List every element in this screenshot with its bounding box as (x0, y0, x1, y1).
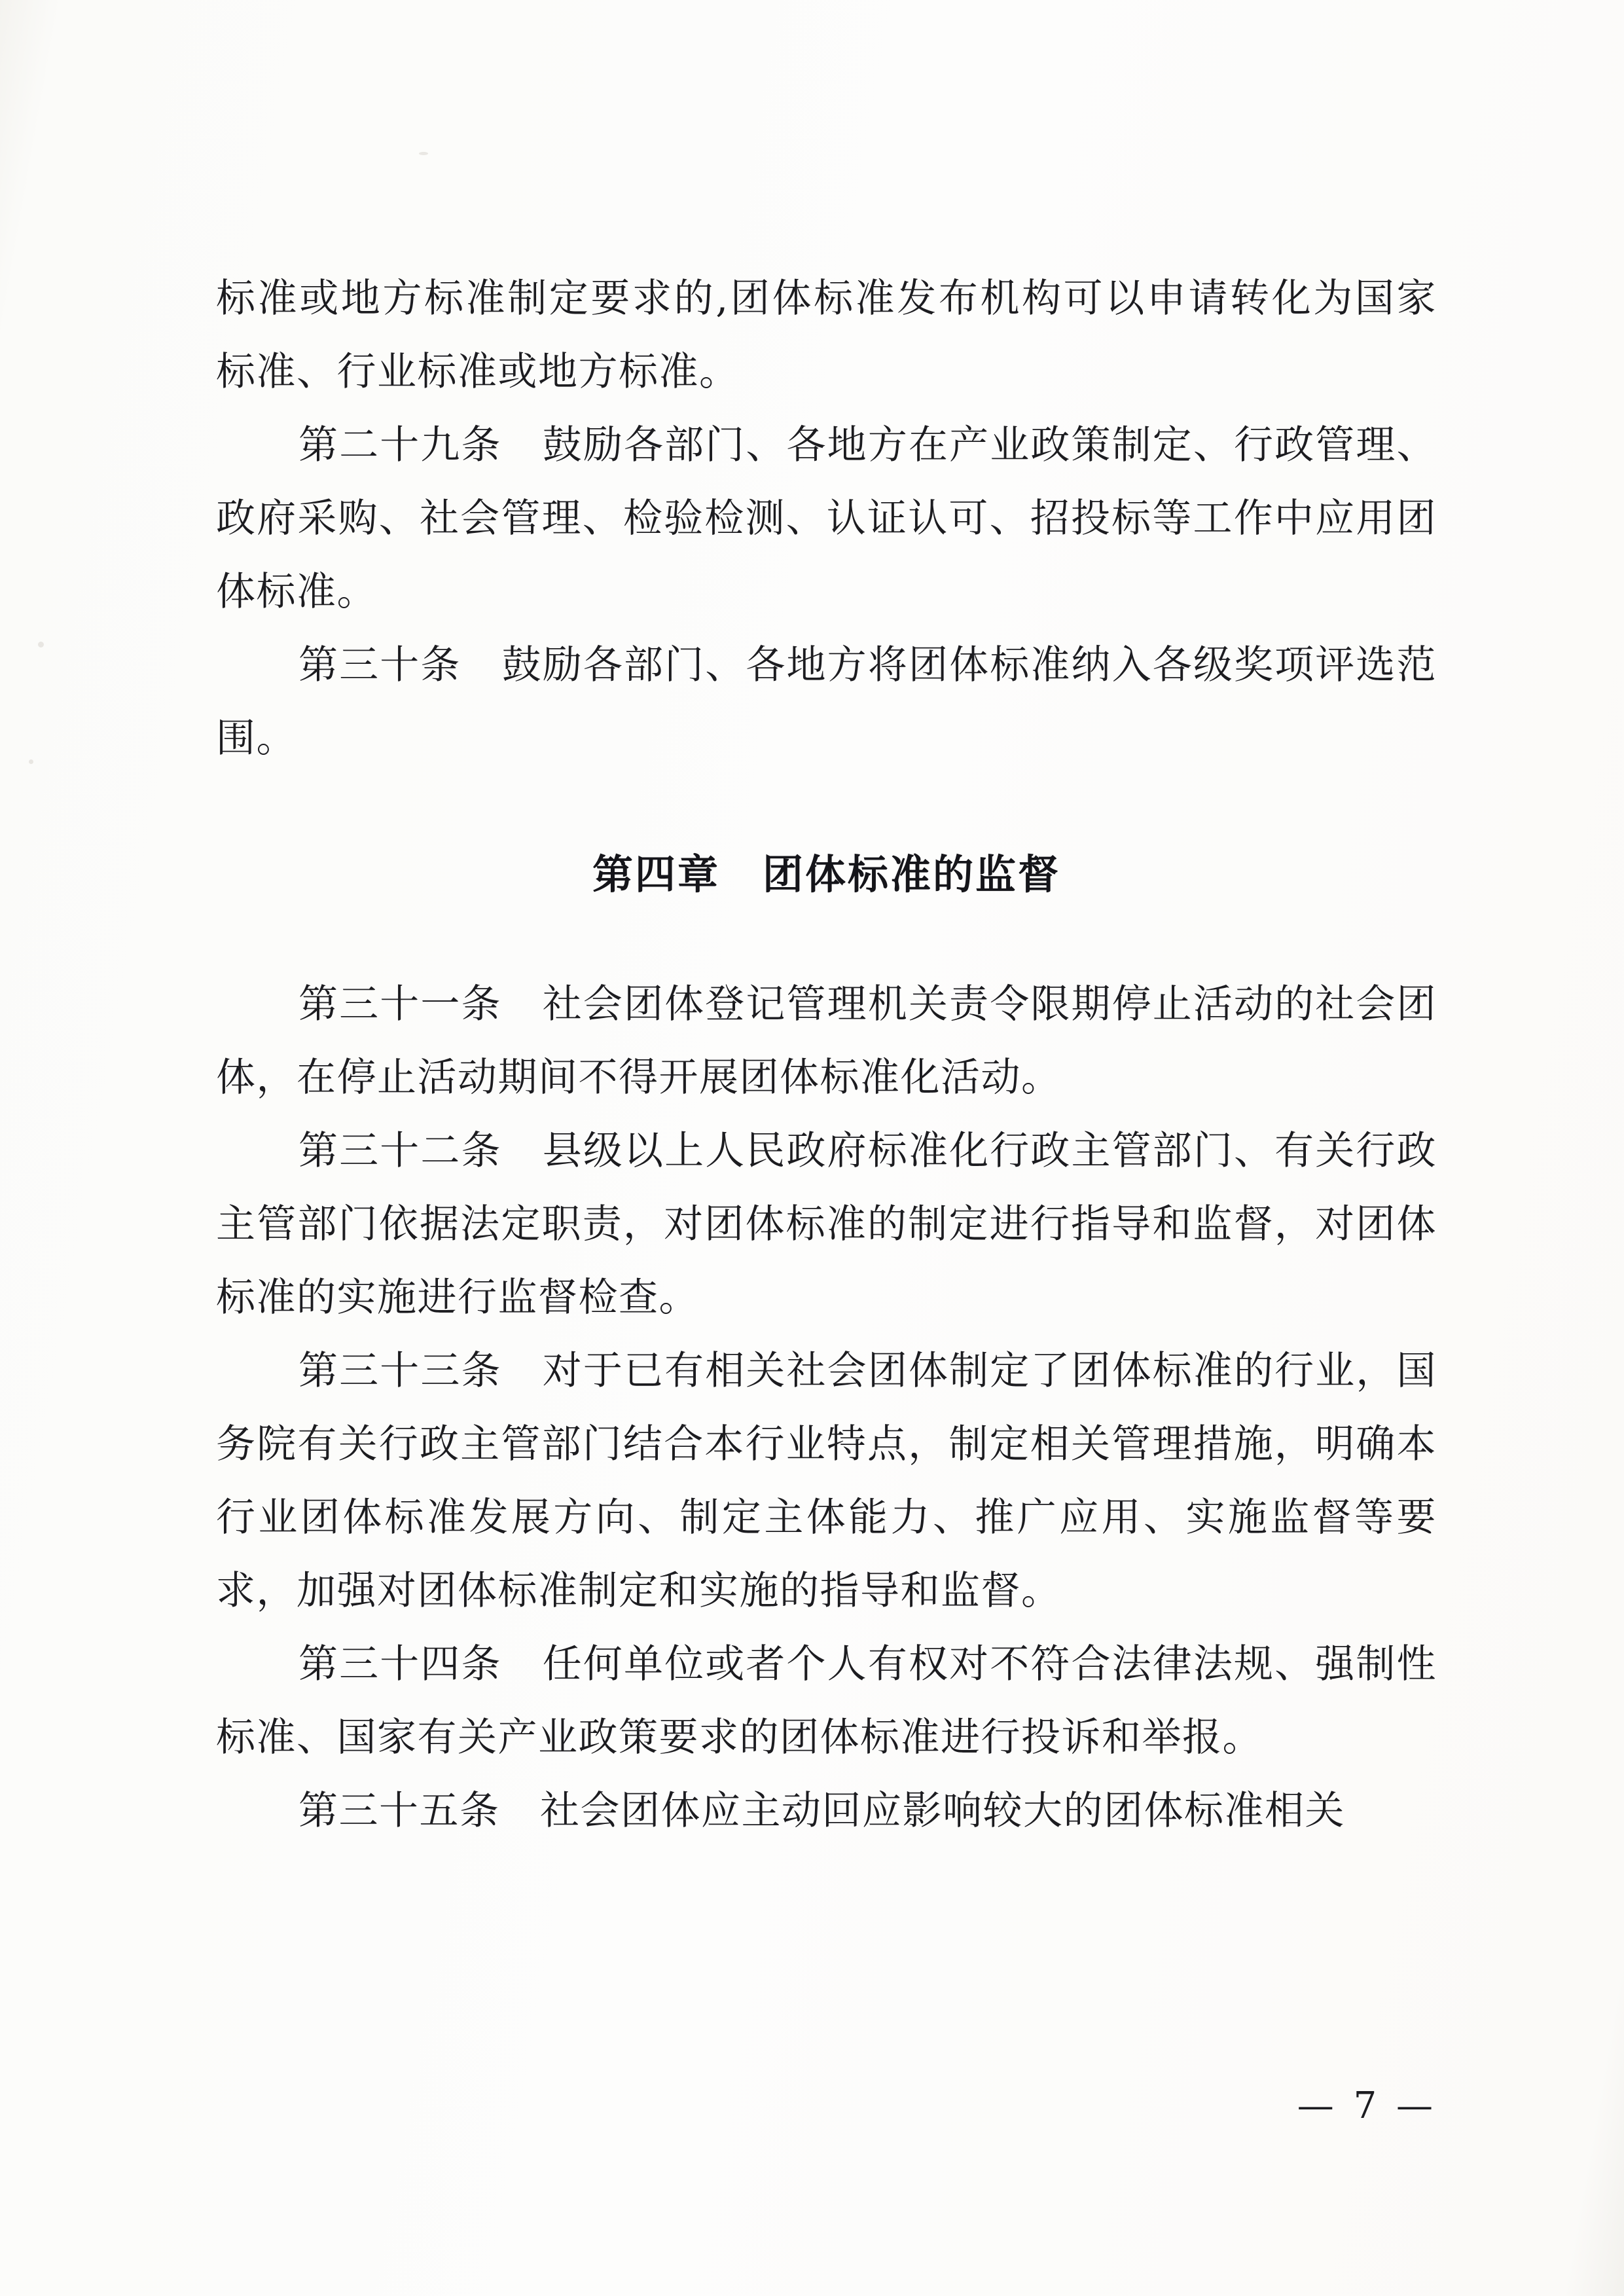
paragraph-article-29: 第二十九条 鼓励各部门、各地方在产业政策制定、行政管理、政府采购、社会管理、检验检测、认证认可、招投标等工作中应用团体标准。 (216, 422, 1437, 615)
paper-speck (38, 642, 44, 647)
paragraph-article-33: 第三十三条 对于已有相关社会团体制定了团体标准的行业，国务院有关行政主管部门结合本行业特点，制定相关管理措施，明确本行业团体标准发展方向、制定主体能力、推广应用、实施监督等要求，加强对团体标准制定和实施的指导和监督。 (216, 1348, 1437, 1614)
chapter-heading: 第四章 团体标准的监督 (592, 850, 1060, 898)
paragraph-article-35: 第三十五条 社会团体应主动回应影响较大的团体标准相关 (298, 1788, 1345, 1834)
paragraph-article-30: 第三十条 鼓励各部门、各地方将团体标准纳入各级奖项评选范围。 (216, 642, 1437, 761)
page-content (216, 262, 1437, 1848)
paper-speck (419, 152, 428, 155)
paragraph-article-32: 第三十二条 县级以上人民政府标准化行政主管部门、有关行政主管部门依据法定职责，对团体标准的制定进行指导和监督，对团体标准的实施进行监督检查。 (216, 1128, 1437, 1321)
paragraph-continued-28: 标准或地方标准制定要求的,团体标准发布机构可以申请转化为国家标准、行业标准或地方标准。 (216, 276, 1437, 395)
paragraph-article-34: 第三十四条 任何单位或者个人有权对不符合法律法规、强制性标准、国家有关产业政策要求的团体标准进行投诉和举报。 (216, 1641, 1437, 1760)
paragraph-article-31: 第三十一条 社会团体登记管理机关责令限期停止活动的社会团体，在停止活动期间不得开展团体标准化活动。 (216, 981, 1437, 1101)
page-number: — 7 — (1297, 2085, 1437, 2127)
paper-speck (29, 759, 33, 764)
